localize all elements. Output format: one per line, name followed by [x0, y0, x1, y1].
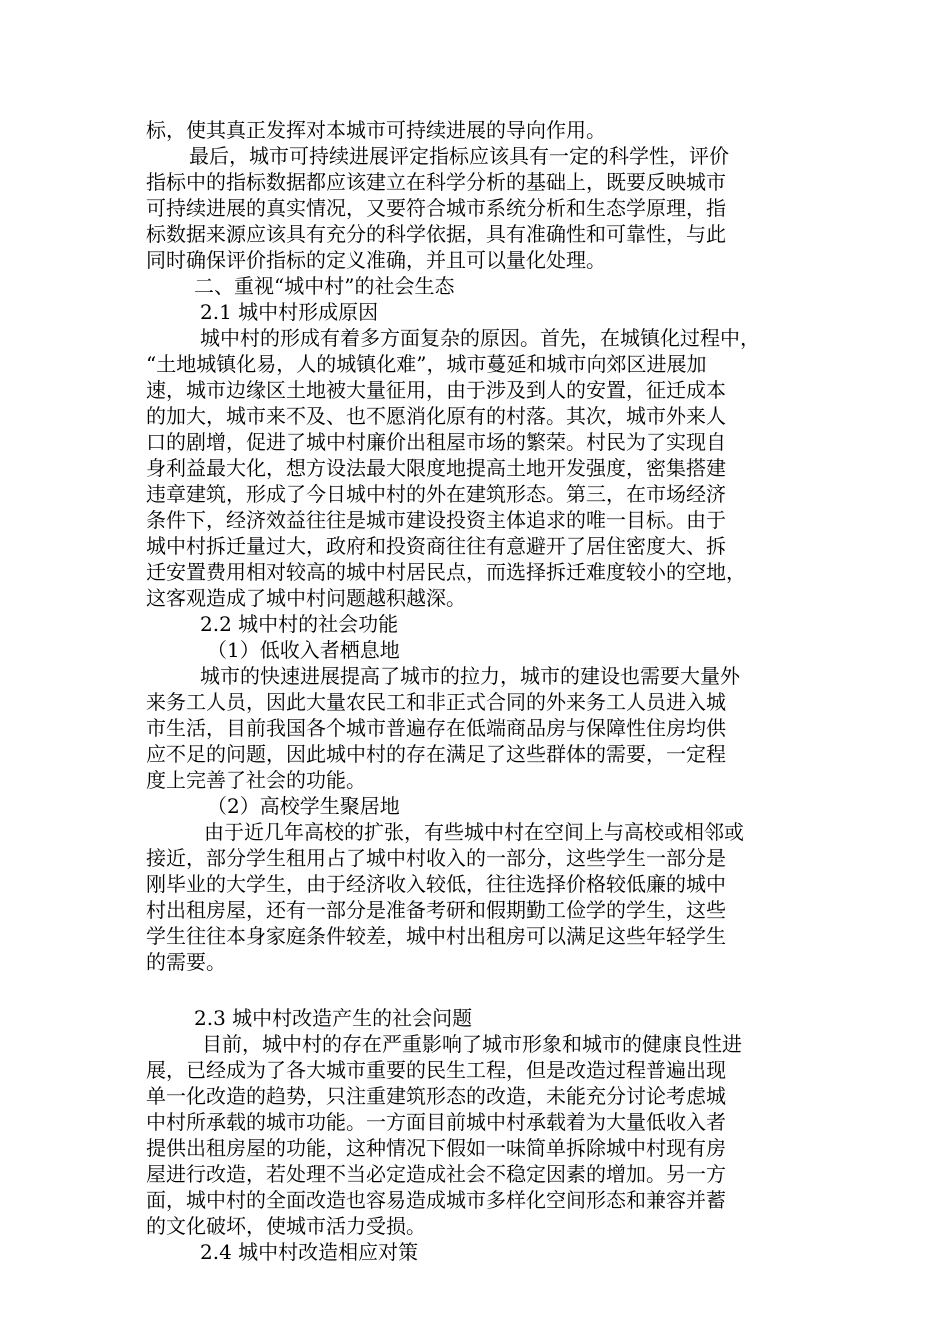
paragraph-line: 学生往往本身家庭条件较差，城中村出租房可以满足这些年轻学生: [146, 924, 726, 948]
paragraph-line: 目前，城中村的存在严重影响了城市形象和城市的健康良性进: [202, 1032, 742, 1056]
paragraph-line: 来务工人员，因此大量农民工和非正式合同的外来务工人员进入城: [146, 690, 726, 714]
paragraph-line: 标，使其真正发挥对本城市可持续进展的导向作用。: [146, 118, 606, 142]
paragraph-line: 刚毕业的大学生，由于经济收入较低，往往选择价格较低廉的城中: [146, 872, 726, 896]
paragraph-line: 市生活，目前我国各个城市普遍存在低端商品房与保障性住房均供: [146, 716, 726, 740]
paragraph-line: 这客观造成了城中村问题越积越深。: [146, 586, 466, 610]
paragraph-line: 度上完善了社会的功能。: [146, 768, 366, 792]
item-heading: （1）低收入者栖息地: [207, 638, 400, 662]
subsection-heading: 2.2 城中村的社会功能: [200, 612, 399, 636]
paragraph-line: 标数据来源应该具有充分的科学依据，具有准确性和可靠性，与此: [146, 222, 726, 246]
paragraph-line: 口的剧增，促进了城中村廉价出租屋市场的繁荣。村民为了实现自: [146, 430, 726, 454]
paragraph-line: 单一化改造的趋势，只注重建筑形态的改造，未能充分讨论考虑城: [146, 1084, 726, 1108]
paragraph-line: 违章建筑，形成了今日城中村的外在建筑形态。第三，在市场经济: [146, 482, 726, 506]
subsection-heading: 2.1 城中村形成原因: [200, 300, 379, 324]
paragraph-line: 同时确保评价指标的定义准确，并且可以量化处理。: [146, 248, 606, 272]
section-heading: 二、重视“城中村”的社会生态: [194, 274, 455, 298]
paragraph-line: 身利益最大化，想方设法最大限度地提高土地开发强度，密集搭建: [146, 456, 726, 480]
paragraph-line: 城中村拆迁量过大，政府和投资商往往有意避开了居住密度大、拆: [146, 534, 726, 558]
paragraph-line: 条件下，经济效益往往是城市建设投资主体追求的唯一目标。由于: [146, 508, 726, 532]
paragraph-line: 应不足的问题，因此城中村的存在满足了这些群体的需要，一定程: [146, 742, 726, 766]
blank-line: [146, 975, 806, 1005]
paragraph-line: 可持续进展的真实情况，又要符合城市系统分析和生态学原理，指: [146, 196, 726, 220]
paragraph-line: 村出租房屋，还有一部分是准备考研和假期勤工俭学的学生，这些: [146, 898, 726, 922]
paragraph-line: 城市的快速进展提高了城市的拉力，城市的建设也需要大量外: [200, 664, 740, 688]
item-heading: （2）高校学生聚居地: [207, 794, 400, 818]
paragraph-line: 接近，部分学生租用占了城中村收入的一部分，这些学生一部分是: [146, 846, 726, 870]
paragraph-line: “土地城镇化易，人的城镇化难”，城市蔓延和城市向郊区进展加: [146, 352, 707, 376]
paragraph-line: 由于近几年高校的扩张，有些城中村在空间上与高校或相邻或: [204, 820, 744, 844]
paragraph-line: 的加大，城市来不及、也不愿消化原有的村落。其次，城市外来人: [146, 404, 726, 428]
paragraph-line: 屋进行改造，若处理不当必定造成社会不稳定因素的增加。另一方: [146, 1162, 726, 1186]
body-text: [146, 117, 806, 1265]
paragraph-line: 面，城中村的全面改造也容易造成城市多样化空间形态和兼容并蓄: [146, 1188, 726, 1212]
paragraph-line: 的需要。: [146, 950, 226, 974]
paragraph-line: 指标中的指标数据都应该建立在科学分析的基础上，既要反映城市: [146, 170, 726, 194]
paragraph-line: 展，已经成为了各大城市重要的民生工程，但是改造过程普遍出现: [146, 1058, 726, 1082]
paragraph-line: 中村所承载的城市功能。一方面目前城中村承载着为大量低收入者: [146, 1110, 726, 1134]
paragraph-line: 迁安置费用相对较高的城中村居民点，而选择拆迁难度较小的空地，: [146, 560, 746, 584]
paragraph-line: 速，城市边缘区土地被大量征用，由于涉及到人的安置，征迁成本: [146, 378, 726, 402]
subsection-heading: 2.4 城中村改造相应对策: [200, 1240, 419, 1264]
paragraph-line: 提供出租房屋的功能，这种情况下假如一味简单拆除城中村现有房: [146, 1136, 726, 1160]
subsection-heading: 2.3 城中村改造产生的社会问题: [194, 1006, 473, 1030]
paragraph-line: 最后，城市可持续进展评定指标应该具有一定的科学性，评价: [189, 144, 729, 168]
paragraph-line: 城中村的形成有着多方面复杂的原因。首先，在城镇化过程中，: [200, 326, 760, 350]
paragraph-line: 的文化破坏，使城市活力受损。: [146, 1214, 426, 1238]
